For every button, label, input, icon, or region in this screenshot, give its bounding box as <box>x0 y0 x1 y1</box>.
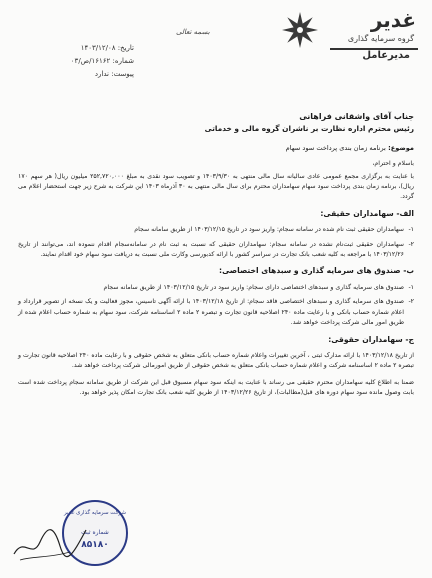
logo-star-icon <box>280 10 320 50</box>
logo-subtitle: گروه سرمایه گذاری <box>347 34 414 43</box>
handwritten-signature <box>10 516 90 566</box>
letter-number: شماره: ۱۶۱۶۲/ص/۰۳ <box>70 57 134 65</box>
item-b1: صندوق های سرمایه گذاری و سبدهای اختصاصی دارای سجام: واریز سود در تاریخ ۱۴۰۳/۱۲/۱۵ از طریق سامانه سجام <box>103 283 404 291</box>
signature-block <box>8 496 126 576</box>
company-logo <box>274 8 424 66</box>
item-b2: صندوق های سرمایه گذاری و سبدهای اختصاصی فاقد سجام: از تاریخ ۱۴۰۳/۱۲/۱۸ با ارائه آگهی تاسیس، مجوز فعالیت و یک نسخه از تصویر قرارداد و اعلام شماره حساب بانکی و با رعایت ماده ۲۴۰ اصلاحیه قانون تجارت و تبصره ۲ ماده ۲ اساسنامه شرکت، سود سهام به شماره حساب اعلام شده از طریق امور مالی شرکت پرداخت خواهد شد. <box>18 298 404 327</box>
section-c-heading: ج- سهامداران حقوقی: <box>328 334 414 344</box>
closing-paragraph: ضمنا به اطلاع کلیه سهامداران محترم حقیقی می رساند با عنایت به اینکه سود سهام مسبوق قبل این شرکت از طریق سامانه سجام پرداخت شده است بابت وصول مانده سود سهام دوره های قبل(مطالبات)، از تاریخ ۱۴۰۳/۱۲/۲۶ از طریق کلیه شعب بانک تجارت امکان پذیر خواهد بود. <box>18 378 414 397</box>
addressee: جناب آقای واشقانی فراهانی <box>299 112 414 121</box>
item-a1: سهامداران حقیقی ثبت نام شده در سامانه سجام: واریز سود در تاریخ ۱۴۰۳/۱۲/۱۵ از طریق سامانه سجام <box>134 226 404 234</box>
subject-label: موضوع: <box>388 143 414 152</box>
stamp-text: شرکت سرمایه گذاری غدیر <box>64 510 126 516</box>
subject-value: برنامه زمان بندی پرداخت سود سهام <box>285 143 386 152</box>
item-a2: سهامداران حقیقی ثبت‌نام نشده در سامانه سجام: سهامداران حقیقی که نسبت به ثبت نام در سامانه‌سجام اقدام ننموده اند، می‌توانند از تاریخ ۱۴۰۳/۱۲/۲۶ با مراجعه به کلیه شعب بانک تجارت در سراسر کشور با ارائه کدبورسی وکارت ملی نسبت به دریافت سود سهام خود اقدام نمایند. <box>18 240 404 259</box>
intro-paragraph: با عنایت به برگزاری مجمع عمومی عادی سالیانه سال مالی منتهی به ۱۴۰۳/۹/۳۰ و تصویب سود نقدی به مبلغ ۲۵۲,۷۲۰,۰۰۰ میلیون ریال( هر سهم ۱۷۰ ریال)، برنامه زمان بندی پرداخت سود سهام سهامداران محترم برای سال مالی منتهی به ۳۰ آذرماه ۱۴۰۳ این شرکت به شرح زیر جهت استحضار اعلام می گردد. <box>18 172 415 201</box>
logo-name: غدیر <box>370 8 416 32</box>
list-item: ۲- سهامداران حقیقی ثبت‌نام نشده در سامانه سجام: سهامداران حقیقی که نسبت به ثبت نام در سامانه‌سجام اقدام ننموده اند، می‌توانند از تاریخ ۱۴۰۳/۱۲/۲۶ با مراجعه به کلیه شعب بانک تجارت در سراسر کشور با ارائه کدبورسی وکارت ملی نسبت به دریافت سود سهام خود اقدام نمایند. <box>18 240 414 259</box>
list-item: ۱- صندوق های سرمایه گذاری و سبدهای اختصاصی دارای سجام: واریز سود در تاریخ ۱۴۰۳/۱۲/۱۵ از طریق سامانه سجام <box>103 283 414 291</box>
letter-body <box>18 112 414 399</box>
addressee-title: رئیس محترم اداره نظارت بر ناشران گروه مالی و خدماتی <box>204 124 414 134</box>
letter-meta <box>14 42 134 81</box>
subject-line <box>18 143 414 153</box>
logo-role: مدیرعامل <box>362 50 410 61</box>
bismillah: بسمه تعالی <box>176 28 210 36</box>
letter-date: تاریخ: ۱۴۰۳/۱۲/۰۸ <box>80 44 134 52</box>
list-item: ۱- سهامداران حقیقی ثبت نام شده در سامانه سجام: واریز سود در تاریخ ۱۴۰۳/۱۲/۱۵ از طریق سامانه سجام <box>134 226 414 234</box>
greeting: باسلام و احترام، <box>372 160 414 168</box>
section-a-heading: الف- سهامداران حقیقی: <box>320 208 414 218</box>
section-b-heading: ب- صندوق های سرمایه گذاری و سبدهای اختصاصی: <box>219 266 414 276</box>
letter-attachment: پیوست: ندارد <box>94 70 134 78</box>
list-item: ۲- صندوق های سرمایه گذاری و سبدهای اختصاصی فاقد سجام: از تاریخ ۱۴۰۳/۱۲/۱۸ با ارائه آگهی تاسیس، مجوز فعالیت و یک نسخه از تصویر قرارداد و اعلام شماره حساب بانکی و با رعایت ماده ۲۴۰ اصلاحیه قانون تجارت و تبصره ۲ ماده ۲ اساسنامه شرکت، سود سهام به شماره حساب اعلام شده از طریق امور مالی شرکت پرداخت خواهد شد. <box>18 298 414 327</box>
section-c-text: از تاریخ ۱۴۰۳/۱۲/۱۸ با ارائه مدارک ثبتی ، آخرین تغییرات واعلام شماره حساب بانکی متعلق به شخص حقوقی و با رعایت ماده ۲۴۰ اصلاحیه قانون تجارت و تبصره ۲ ماده ۲ اساسنامه شرکت و اعلام شماره حساب بانکی متعلق به شخص حقوقی از طریق امورمالی شرکت پرداخت خواهد شد. <box>18 351 415 370</box>
stamp-reg-number: ۸۵۱۸۰ <box>81 540 109 550</box>
stamp-reg-label: شماره ثبت <box>81 529 109 536</box>
